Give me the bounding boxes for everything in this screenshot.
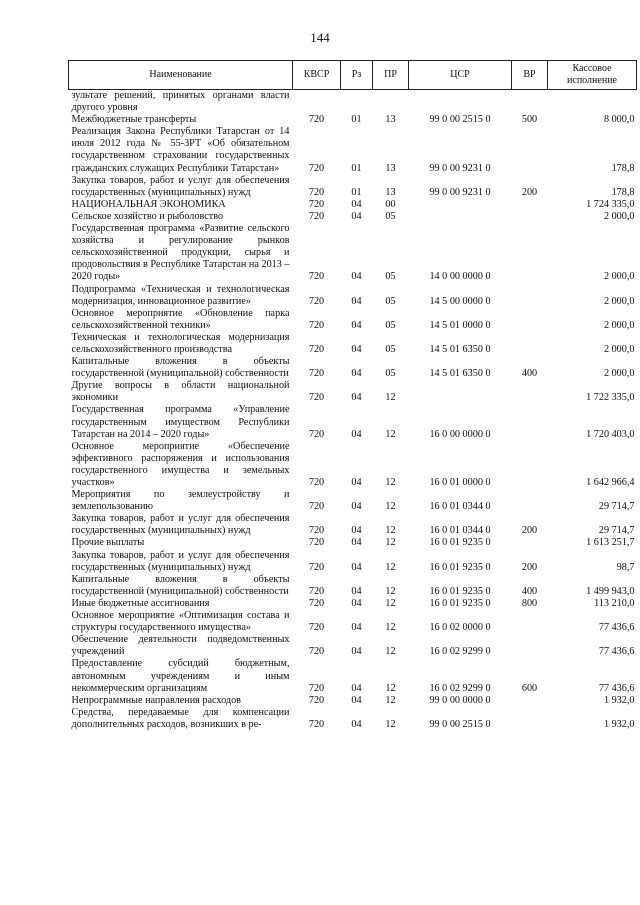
row-amount: 2 000,0 <box>603 368 635 380</box>
table-row <box>69 199 637 211</box>
row-csr: 16 0 02 9299 0 <box>429 646 491 658</box>
row-vr <box>512 90 548 115</box>
row-name: Непрограммные направления расходов <box>71 694 241 706</box>
row-csr: 14 5 00 0000 0 <box>429 295 491 307</box>
row-kvsr: 720 <box>308 319 325 331</box>
table-row <box>69 211 637 223</box>
row-name: Предоставление субсидий бюджетным, автономным учреждениям и иным некоммерческим организациям <box>71 658 290 694</box>
table-row <box>69 658 637 694</box>
row-name: Закупка товаров, работ и услуг для обеспечения государственных (муниципальных) нужд <box>71 549 290 573</box>
row-vr: 400 <box>521 585 538 597</box>
row-name: Основное мероприятие «Обновление парка сельскохозяйственной техники» <box>71 307 290 331</box>
row-rz: 04 <box>351 718 362 730</box>
row-pr: 13 <box>385 186 396 198</box>
row-pr: 12 <box>385 537 396 549</box>
header-kvsr: КВСР <box>293 61 341 90</box>
table-row <box>69 380 637 404</box>
row-csr: 99 0 00 0000 0 <box>429 694 491 706</box>
row-rz: 04 <box>351 210 362 222</box>
row-name: Закупка товаров, работ и услуг для обеспечения государственных (муниципальных) нужд <box>71 513 290 537</box>
row-vr <box>512 404 548 440</box>
table-row <box>69 441 637 489</box>
row-rz: 04 <box>351 319 362 331</box>
row-vr: 600 <box>521 682 538 694</box>
table-row <box>69 574 637 598</box>
row-kvsr: 720 <box>308 597 325 609</box>
row-name: Основное мероприятие «Оптимизация состава и структуры государственного имущества» <box>71 610 290 634</box>
row-csr: 99 0 00 2515 0 <box>429 114 491 126</box>
row-csr: 14 5 01 6350 0 <box>429 368 491 380</box>
row-pr: 05 <box>385 271 396 283</box>
row-rz: 04 <box>351 597 362 609</box>
row-rz: 04 <box>351 428 362 440</box>
row-kvsr: 720 <box>308 622 325 634</box>
row-csr: 16 0 01 9235 0 <box>429 585 491 597</box>
row-pr: 05 <box>385 368 396 380</box>
row-kvsr: 720 <box>308 162 325 174</box>
row-pr <box>373 90 409 115</box>
row-rz: 04 <box>351 198 362 210</box>
header-rz: Рз <box>341 61 373 90</box>
row-kvsr: 720 <box>308 646 325 658</box>
row-csr: 99 0 00 2515 0 <box>429 718 491 730</box>
row-rz: 04 <box>351 537 362 549</box>
row-amount: 2 000,0 <box>603 295 635 307</box>
row-vr <box>512 707 548 731</box>
row-amount: 1 642 966,4 <box>586 477 635 488</box>
row-vr <box>512 441 548 489</box>
row-vr <box>512 695 548 707</box>
row-rz: 04 <box>351 622 362 634</box>
table-row <box>69 404 637 440</box>
row-amount: 178,8 <box>611 162 635 174</box>
row-vr: 400 <box>521 368 538 380</box>
table-row <box>69 550 637 574</box>
row-amount: 1 720 403,0 <box>586 428 635 440</box>
row-name: Техническая и технологическая модернизация сельскохозяйственного производства <box>71 331 290 355</box>
row-pr: 05 <box>385 295 396 307</box>
row-vr: 800 <box>521 597 538 609</box>
row-rz: 04 <box>351 501 362 513</box>
row-vr: 200 <box>521 525 538 537</box>
row-csr: 14 0 00 0000 0 <box>429 271 491 283</box>
row-vr: 500 <box>521 114 538 126</box>
row-name: Государственная программа «Управление государственным имуществом Республики Татарстан на 2014 – 2020 годы» <box>71 404 290 440</box>
table-header <box>69 61 637 90</box>
row-pr: 12 <box>385 428 396 440</box>
row-vr <box>512 610 548 634</box>
row-vr <box>512 126 548 174</box>
row-amount: 29 714,7 <box>598 501 635 513</box>
row-amount: 178,8 <box>611 186 635 198</box>
row-vr <box>512 537 548 549</box>
row-pr: 12 <box>385 682 396 694</box>
row-amount: 113 210,0 <box>594 597 635 609</box>
row-vr <box>512 223 548 283</box>
row-name: НАЦИОНАЛЬНАЯ ЭКОНОМИКА <box>71 198 226 210</box>
row-pr: 05 <box>385 210 396 222</box>
row-kvsr: 720 <box>308 114 325 126</box>
row-csr: 16 0 01 0344 0 <box>429 501 491 513</box>
header-vr: ВР <box>512 61 548 90</box>
row-amount: 1 722 335,0 <box>586 392 635 404</box>
table-row <box>69 223 637 283</box>
row-kvsr <box>293 90 341 115</box>
row-name: Основное мероприятие «Обеспечение эффективного распоряжения и использования государственного имущества и земельных участков» <box>71 440 290 488</box>
row-pr: 12 <box>385 525 396 537</box>
row-pr: 12 <box>385 392 396 404</box>
row-vr: 200 <box>521 561 538 573</box>
row-rz: 04 <box>351 585 362 597</box>
row-amount: 77 436,6 <box>598 682 635 694</box>
row-amount: 98,7 <box>616 561 635 573</box>
row-csr: 16 0 01 0344 0 <box>429 525 491 537</box>
row-pr: 13 <box>385 162 396 174</box>
row-amount: 8 000,0 <box>603 114 635 126</box>
row-amount: 1 724 335,0 <box>586 198 635 210</box>
row-name: Реализация Закона Республики Татарстан от 14 июля 2012 года № 55-ЗРТ «Об обязательном государственном страховании государственных гражданских служащих Республики Татарстан» <box>71 126 290 174</box>
row-name: Иные бюджетные ассигнования <box>71 597 210 609</box>
table-row <box>69 610 637 634</box>
row-name: Капитальные вложения в объекты государственной (муниципальной) собственности <box>71 573 290 597</box>
header-row <box>69 61 637 90</box>
row-name: зультате решений, принятых органами власти другого уровня <box>71 90 290 114</box>
row-csr: 99 0 00 9231 0 <box>429 162 491 174</box>
row-vr: 200 <box>521 186 538 198</box>
table-row <box>69 634 637 658</box>
row-name: Капитальные вложения в объекты государственной (муниципальной) собственности <box>71 356 290 380</box>
row-kvsr: 720 <box>308 561 325 573</box>
row-pr: 12 <box>385 694 396 706</box>
row-csr: 16 0 02 0000 0 <box>429 622 491 634</box>
table-row <box>69 489 637 513</box>
header-pr: ПР <box>373 61 409 90</box>
table-row <box>69 114 637 126</box>
row-amount: 2 000,0 <box>603 343 635 355</box>
page-number: 144 <box>310 30 330 45</box>
row-name: Обеспечение деятельности подведомственных учреждений <box>71 634 290 658</box>
row-amount: 77 436,6 <box>598 622 635 634</box>
table-row <box>69 126 637 174</box>
row-csr: 14 5 01 6350 0 <box>429 343 491 355</box>
row-rz: 04 <box>351 392 362 404</box>
row-kvsr: 720 <box>308 501 325 513</box>
row-rz: 04 <box>351 343 362 355</box>
table-row <box>69 695 637 707</box>
row-rz: 04 <box>351 561 362 573</box>
row-vr <box>512 634 548 658</box>
row-amount: 2 000,0 <box>603 271 635 283</box>
row-amount: 77 436,6 <box>598 646 635 658</box>
row-amount: 29 714,7 <box>598 525 635 537</box>
table-row <box>69 537 637 549</box>
row-vr <box>512 284 548 308</box>
row-amount <box>548 90 637 115</box>
row-rz: 01 <box>351 162 362 174</box>
budget-table <box>68 60 637 731</box>
row-amount: 2 000,0 <box>603 319 635 331</box>
row-csr <box>409 380 512 404</box>
table-row <box>69 90 637 115</box>
row-kvsr: 720 <box>308 186 325 198</box>
row-amount: 2 000,0 <box>603 210 635 222</box>
row-csr: 16 0 01 9235 0 <box>429 537 491 549</box>
row-csr: 16 0 01 9235 0 <box>429 561 491 573</box>
row-pr: 12 <box>385 718 396 730</box>
row-rz: 04 <box>351 646 362 658</box>
row-rz: 04 <box>351 694 362 706</box>
row-csr: 16 0 01 9235 0 <box>429 597 491 609</box>
row-kvsr: 720 <box>308 694 325 706</box>
row-csr: 16 0 02 9299 0 <box>429 682 491 694</box>
row-csr <box>409 199 512 211</box>
row-kvsr: 720 <box>308 525 325 537</box>
row-rz <box>341 90 373 115</box>
row-pr: 13 <box>385 114 396 126</box>
row-csr: 16 0 00 0000 0 <box>429 428 491 440</box>
table-row <box>69 513 637 537</box>
row-rz: 04 <box>351 271 362 283</box>
table-row <box>69 175 637 199</box>
row-name: Закупка товаров, работ и услуг для обеспечения государственных (муниципальных) нужд <box>71 174 290 198</box>
header-name: Наименование <box>69 61 293 90</box>
row-name: Межбюджетные трансферты <box>71 114 197 126</box>
row-pr: 12 <box>385 585 396 597</box>
row-name: Подпрограмма «Техническая и технологическая модернизация, инновационное развитие» <box>71 283 290 307</box>
row-vr <box>512 308 548 332</box>
row-name: Сельское хозяйство и рыболовство <box>71 210 224 222</box>
row-kvsr: 720 <box>308 585 325 597</box>
table-row <box>69 284 637 308</box>
row-kvsr: 720 <box>308 343 325 355</box>
row-kvsr: 720 <box>308 198 325 210</box>
row-vr <box>512 380 548 404</box>
row-vr <box>512 489 548 513</box>
row-kvsr: 720 <box>308 368 325 380</box>
table-body <box>69 90 637 731</box>
row-rz: 04 <box>351 368 362 380</box>
table-row <box>69 598 637 610</box>
row-csr: 14 5 01 0000 0 <box>429 319 491 331</box>
row-rz: 01 <box>351 114 362 126</box>
row-kvsr: 720 <box>308 295 325 307</box>
row-vr <box>512 211 548 223</box>
row-csr <box>409 90 512 115</box>
row-pr: 12 <box>385 477 396 488</box>
row-rz: 01 <box>351 186 362 198</box>
row-name: Мероприятия по землеустройству и землепользованию <box>71 489 290 513</box>
row-pr: 12 <box>385 561 396 573</box>
row-rz: 04 <box>351 525 362 537</box>
row-amount: 1 932,0 <box>603 718 635 730</box>
row-name: Прочие выплаты <box>71 537 145 549</box>
row-kvsr: 720 <box>308 210 325 222</box>
row-name: Другие вопросы в области национальной экономики <box>71 380 290 404</box>
row-pr: 12 <box>385 622 396 634</box>
row-pr: 00 <box>385 198 396 210</box>
table-row <box>69 707 637 731</box>
table-row <box>69 356 637 380</box>
row-rz: 04 <box>351 477 362 488</box>
row-pr: 12 <box>385 501 396 513</box>
table-row <box>69 332 637 356</box>
row-amount: 1 499 943,0 <box>586 585 635 597</box>
row-kvsr: 720 <box>308 428 325 440</box>
row-kvsr: 720 <box>308 718 325 730</box>
row-pr: 05 <box>385 343 396 355</box>
row-amount: 1 613 251,7 <box>586 537 635 549</box>
row-pr: 12 <box>385 597 396 609</box>
row-rz: 04 <box>351 295 362 307</box>
table-row <box>69 308 637 332</box>
row-csr: 99 0 00 9231 0 <box>429 186 491 198</box>
row-vr <box>512 332 548 356</box>
row-amount: 1 932,0 <box>603 694 635 706</box>
row-name: Средства, передаваемые для компенсации дополнительных расходов, возникших в ре- <box>71 706 290 730</box>
row-vr <box>512 199 548 211</box>
row-pr: 05 <box>385 319 396 331</box>
row-kvsr: 720 <box>308 392 325 404</box>
row-csr: 16 0 01 0000 0 <box>429 477 491 488</box>
row-name: Государственная программа «Развитие сельского хозяйства и регулирование рынков сельскохозяйственной продукции, сырья и продовольствия в Республике Татарстан на 2013 – 2020 годы» <box>71 223 290 283</box>
row-kvsr: 720 <box>308 537 325 549</box>
row-csr <box>409 211 512 223</box>
header-csr: ЦСР <box>409 61 512 90</box>
row-pr: 12 <box>385 646 396 658</box>
row-kvsr: 720 <box>308 682 325 694</box>
row-kvsr: 720 <box>308 477 325 488</box>
row-rz: 04 <box>351 682 362 694</box>
header-amount: Кассовое исполнение <box>548 61 637 90</box>
row-kvsr: 720 <box>308 271 325 283</box>
